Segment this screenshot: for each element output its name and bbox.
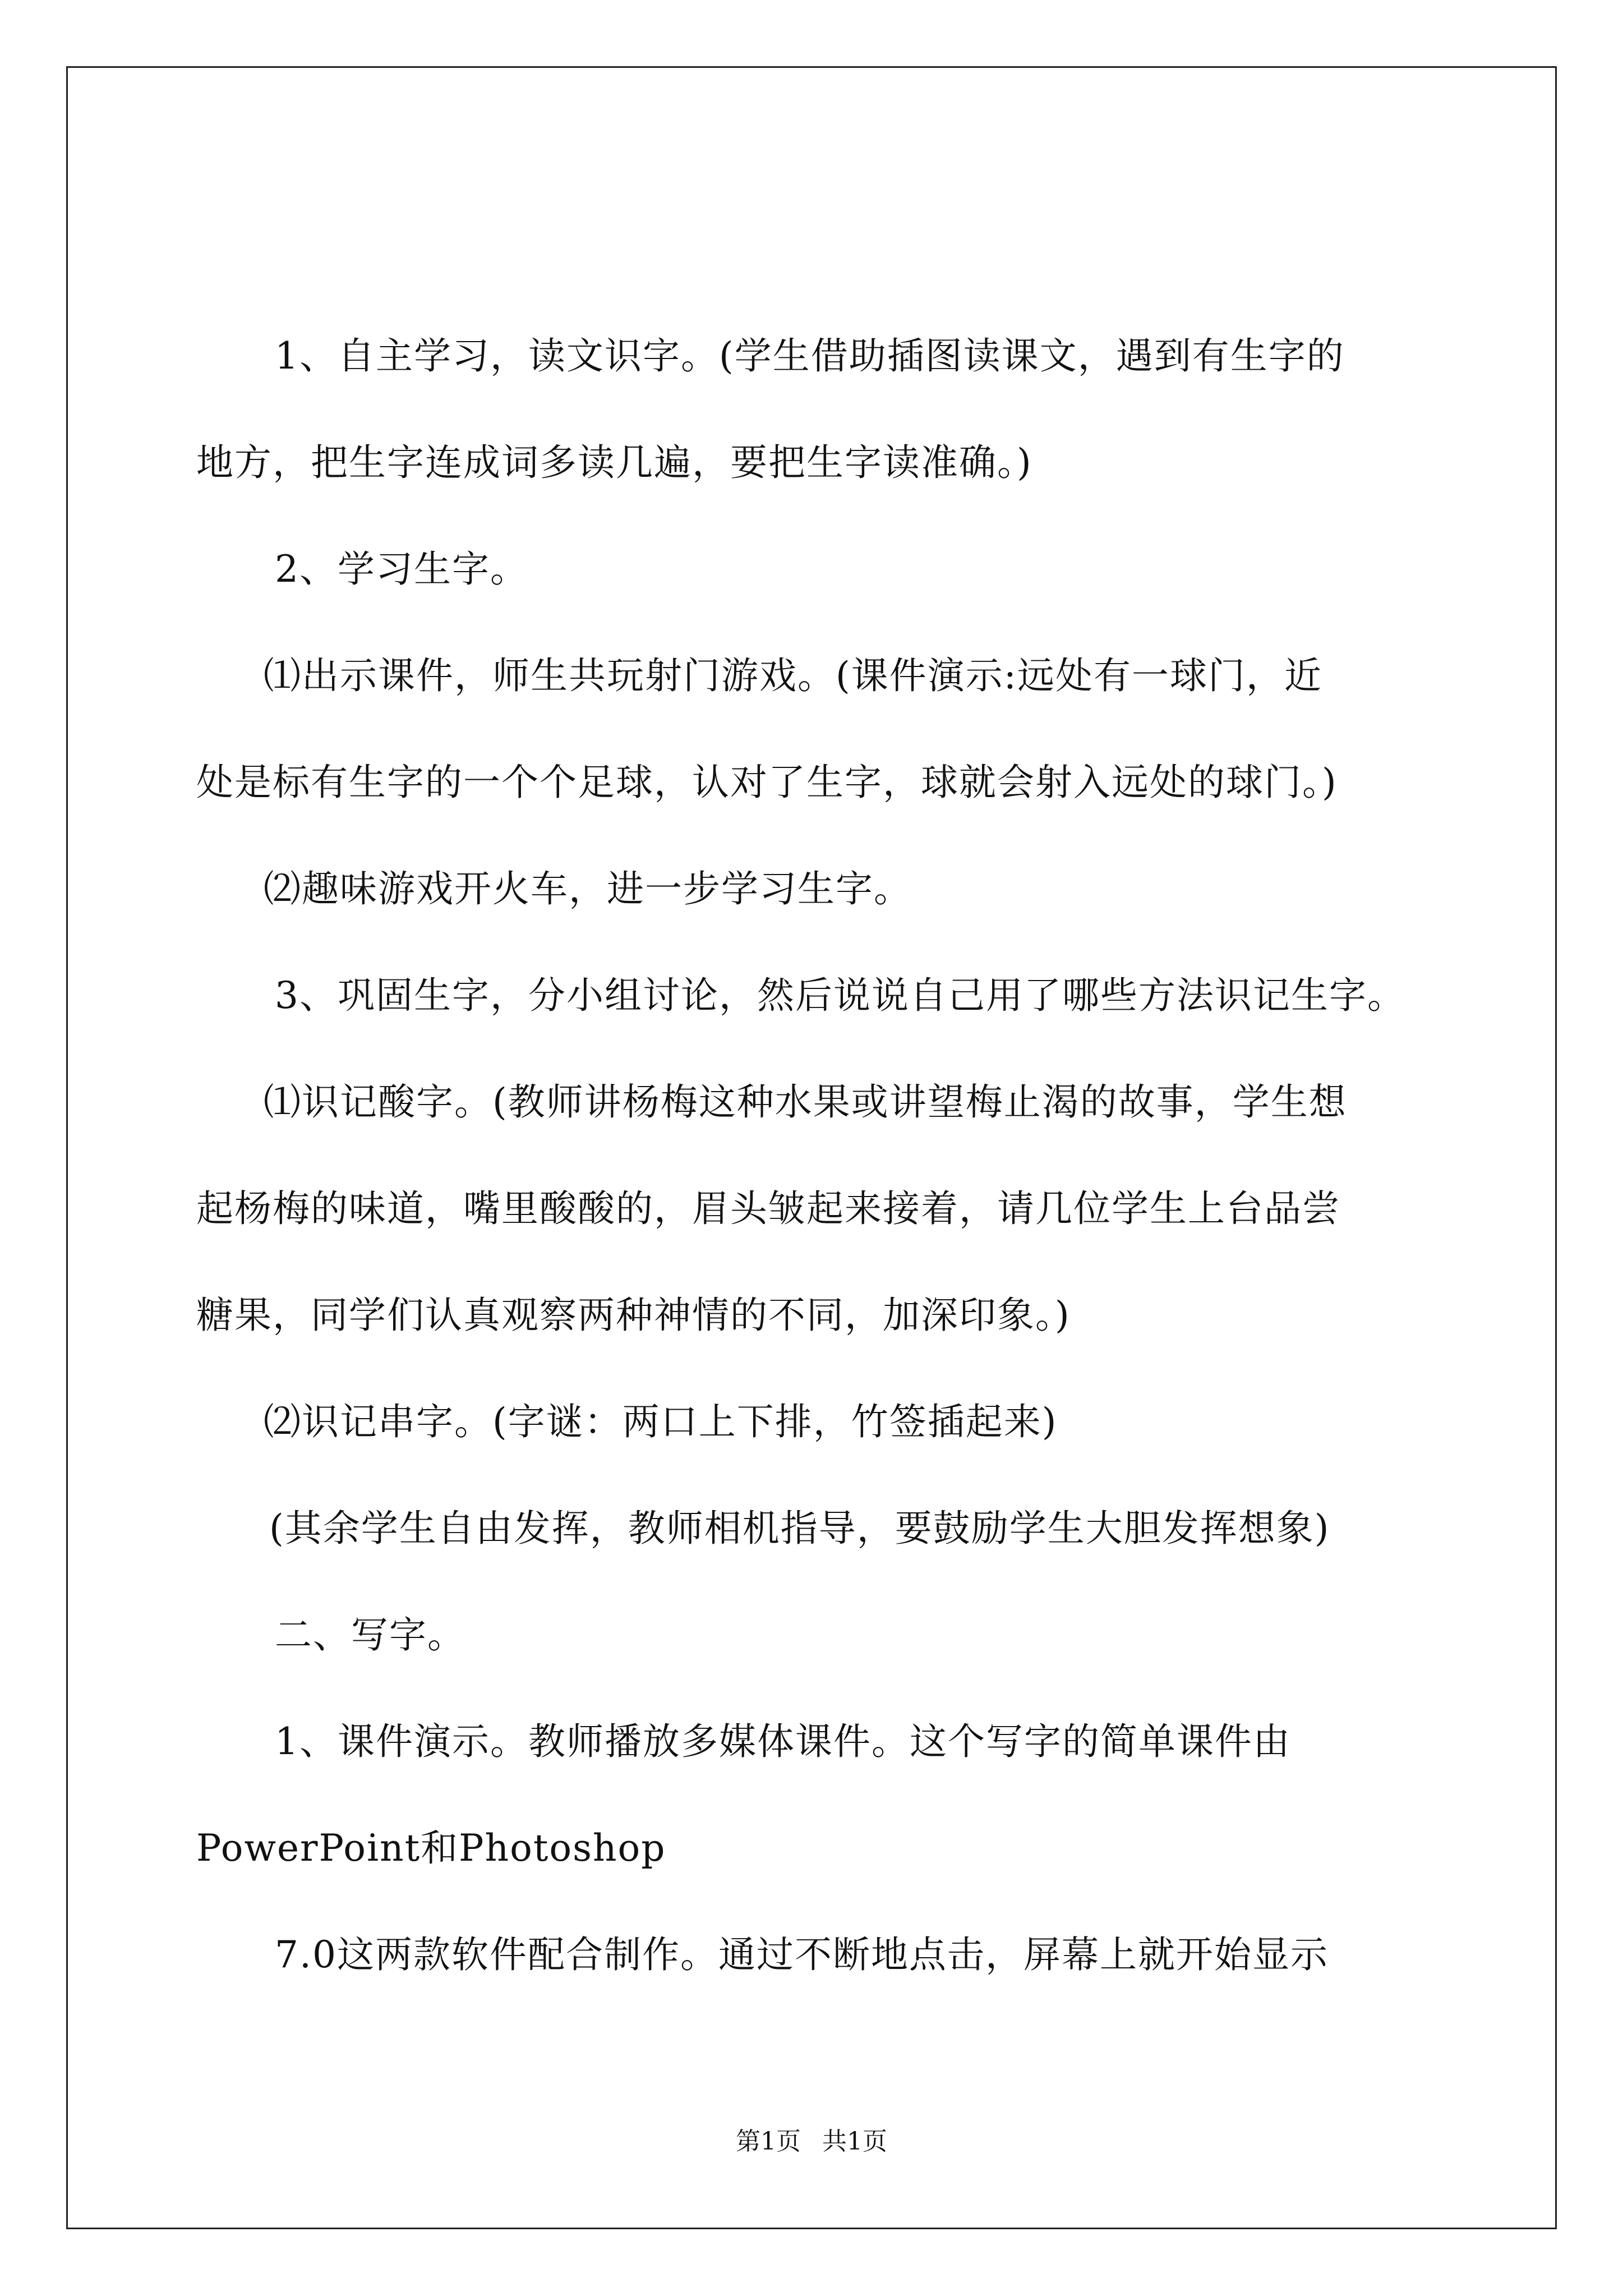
paragraph-line-9: 起杨梅的味道，嘴里酸酸的，眉头皱起来接着，请几位学生上台品尝 bbox=[196, 1187, 1340, 1230]
paragraph-line-5: 处是标有生字的一个个足球，认对了生字，球就会射入远处的球门。) bbox=[196, 761, 1338, 804]
page-border bbox=[66, 66, 1557, 2229]
page-footer bbox=[0, 2126, 1623, 2157]
paragraph-line-16: 7.0这两款软件配合制作。通过不断地点击，屏幕上就开始显示 bbox=[275, 1933, 1329, 1976]
paragraph-line-7: 3、巩固生字，分小组讨论，然后说说自己用了哪些方法识记生字。 bbox=[275, 974, 1405, 1017]
paragraph-line-2: 地方，把生字连成词多读几遍，要把生字读准确。) bbox=[196, 441, 1032, 484]
paragraph-line-8: ⑴识记酸字。(教师讲杨梅这种水果或讲望梅止渴的故事，学生想 bbox=[264, 1080, 1347, 1124]
paragraph-line-15: PowerPoint和Photoshop bbox=[196, 1826, 666, 1870]
paragraph-line-14: 1、课件演示。教师播放多媒体课件。这个写字的简单课件由 bbox=[275, 1720, 1291, 1763]
paragraph-line-12: (其余学生自由发挥，教师相机指导，要鼓励学生大胆发挥想象) bbox=[269, 1507, 1330, 1550]
paragraph-line-11: ⑵识记串字。(字谜：两口上下排，竹签插起来) bbox=[264, 1400, 1058, 1443]
paragraph-line-3: 2、学习生字。 bbox=[275, 547, 528, 591]
paragraph-line-10: 糖果，同学们认真观察两种神情的不同，加深印象。) bbox=[196, 1294, 1071, 1337]
paragraph-line-4: ⑴出示课件，师生共玩射门游戏。(课件演示:远处有一球门，近 bbox=[264, 654, 1322, 697]
page-number-current: 第1页 bbox=[736, 2127, 801, 2156]
page-number-total: 共1页 bbox=[822, 2127, 887, 2156]
paragraph-line-1: 1、自主学习，读文识字。(学生借助插图读课文，遇到有生字的 bbox=[275, 334, 1345, 378]
paragraph-line-13: 二、写字。 bbox=[275, 1613, 465, 1657]
paragraph-line-6: ⑵趣味游戏开火车，进一步学习生字。 bbox=[264, 867, 912, 910]
